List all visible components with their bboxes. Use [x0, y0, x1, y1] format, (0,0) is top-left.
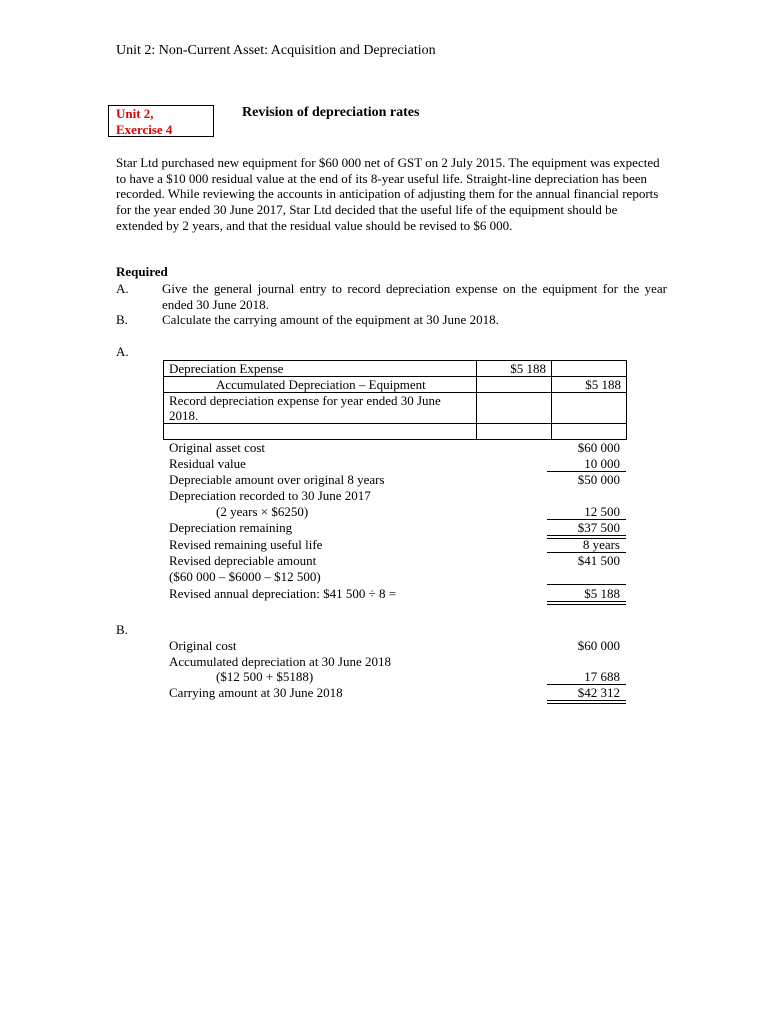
- calc-a-value: $60 000: [577, 440, 620, 455]
- double-rule-top: [547, 601, 626, 602]
- problem-paragraph: Star Ltd purchased new equipment for $60 000 net of GST on 2 July 2015. The equipment was expected to have a $10 000 residual value at the end of its 8-year useful life. Straight-line depreciation has been recorded. While reviewing the accounts in anticipation of adjusting them for the annual financial reports for the year ended 30 June 2017, Star Ltd decided that the useful life of the equipment should be extended by 2 years, and that the residual value should be revised to $6 000.: [116, 155, 660, 233]
- calc-a-value: 12 500: [584, 504, 620, 519]
- exercise-unit: Unit 2,: [116, 106, 154, 121]
- double-rule-bottom: [547, 604, 626, 605]
- calc-b-value: $60 000: [577, 638, 620, 653]
- credit-account: Accumulated Depreciation – Equipment: [164, 377, 477, 393]
- calc-a-value: $41 500: [577, 553, 620, 568]
- debit-account: Depreciation Expense: [164, 361, 477, 377]
- exercise-label-box: [108, 105, 214, 137]
- calc-a-value: $37 500: [577, 520, 620, 535]
- calc-b-value: $42 312: [577, 685, 620, 700]
- required-item-b: [116, 312, 676, 328]
- calc-a-label: Original asset cost: [169, 440, 266, 455]
- calc-a-label: Depreciation recorded to 30 June 2017: [169, 488, 371, 503]
- required-item-label: B.: [116, 312, 128, 327]
- calc-b-label: Carrying amount at 30 June 2018: [169, 685, 343, 700]
- subtotal-rule: [547, 584, 626, 585]
- calc-a-label: (2 years × $6250): [216, 504, 309, 519]
- calc-a-value: 8 years: [582, 537, 620, 552]
- calc-a-value: 10 000: [584, 456, 620, 471]
- double-rule-top: [547, 700, 626, 701]
- journal-narration: Record depreciation expense for year ended 30 June 2018.: [164, 393, 477, 424]
- calc-a-label: Revised remaining useful life: [169, 537, 323, 552]
- calc-a-label: ($60 000 – $6000 – $12 500): [169, 569, 321, 584]
- exercise-number: Exercise 4: [116, 122, 173, 137]
- double-rule-top: [547, 535, 626, 536]
- required-item-a: [116, 281, 676, 313]
- calc-a-label: Residual value: [169, 456, 246, 471]
- page-header: Unit 2: Non-Current Asset: Acquisition and Depreciation: [116, 43, 436, 58]
- journal-entry-table: [163, 360, 627, 440]
- required-item-label: A.: [116, 281, 129, 296]
- calc-a-value: $5 188: [584, 586, 620, 601]
- calc-a-label: Depreciation remaining: [169, 520, 293, 535]
- calc-b-label: ($12 500 + $5188): [216, 669, 314, 684]
- section-b-label: B.: [116, 622, 128, 637]
- section-a-label: A.: [116, 344, 129, 359]
- calc-a-value: $50 000: [577, 472, 620, 487]
- required-heading: Required: [116, 264, 168, 279]
- calc-a-label: Revised depreciable amount: [169, 553, 317, 568]
- exercise-title: Revision of depreciation rates: [242, 105, 420, 120]
- calc-a-label: Revised annual depreciation: $41 500 ÷ 8 =: [169, 586, 397, 601]
- calc-b-value: 17 688: [584, 669, 620, 684]
- debit-amount: $5 188: [477, 361, 552, 377]
- required-item-text: Give the general journal entry to record depreciation expense on the equipment for the year ended 30 June 2018.: [162, 281, 667, 312]
- double-rule-bottom: [547, 703, 626, 704]
- required-item-text: Calculate the carrying amount of the equipment at 30 June 2018.: [162, 312, 499, 327]
- calc-a-label: Depreciable amount over original 8 years: [169, 472, 385, 487]
- calc-b-label: Original cost: [169, 638, 237, 653]
- credit-amount: $5 188: [552, 377, 627, 393]
- calc-b-label: Accumulated depreciation at 30 June 2018: [169, 654, 392, 669]
